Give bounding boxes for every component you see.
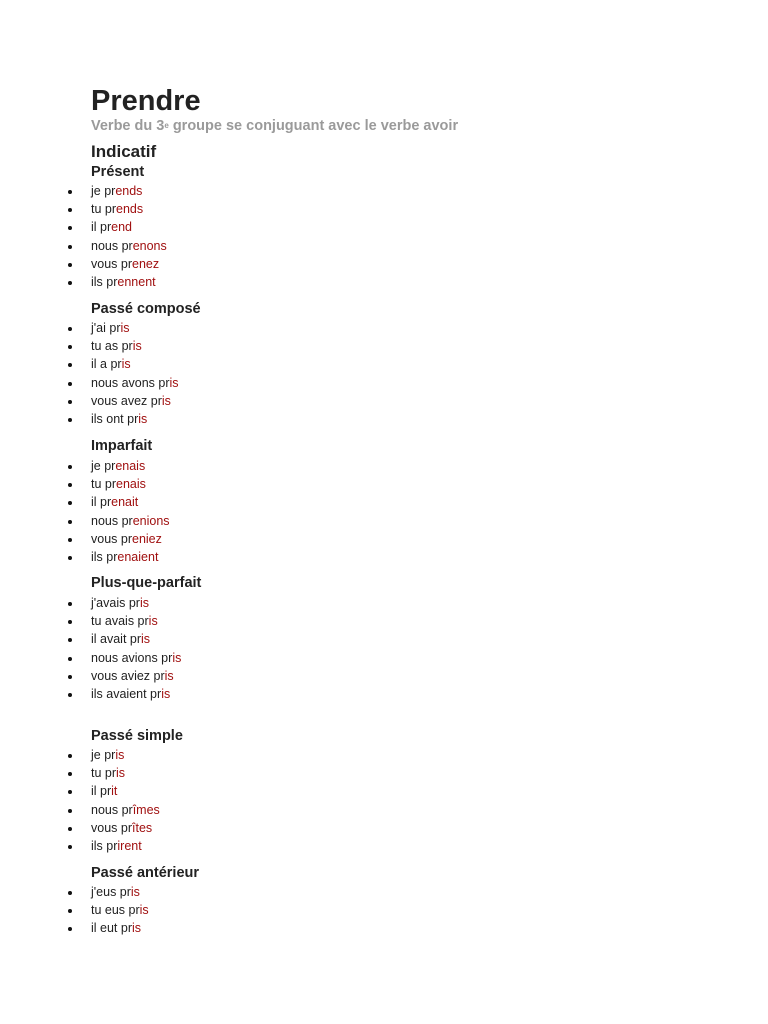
- tense-heading-plus-que-parfait: Plus-que-parfait: [91, 575, 202, 591]
- list-item: [91, 746, 160, 764]
- form-stem: il eut pr: [91, 921, 132, 936]
- list-item: [91, 457, 170, 475]
- form-stem: tu as pr: [91, 339, 133, 354]
- form-ending: is: [141, 632, 151, 647]
- list-item: [91, 200, 167, 218]
- form-stem: nous pr: [91, 238, 133, 253]
- form-stem: ils pr: [91, 838, 118, 853]
- form-stem: tu pr: [91, 766, 117, 781]
- form-ending: îmes: [132, 802, 160, 817]
- form-ending: enait: [111, 495, 139, 510]
- list-item: [91, 883, 149, 901]
- list-item: [91, 392, 179, 410]
- list-item: [91, 685, 181, 703]
- list-item: [91, 801, 160, 819]
- form-stem: ils pr: [91, 274, 118, 289]
- list-item: [91, 493, 170, 511]
- subtitle-text-start: Verbe du 3: [91, 118, 165, 134]
- list-item: [91, 919, 149, 937]
- form-ending: is: [132, 339, 142, 354]
- form-ending: is: [130, 885, 140, 899]
- form-ending: it: [111, 784, 118, 799]
- form-stem: j'ai pr: [91, 321, 121, 335]
- form-stem: vous aviez pr: [91, 668, 165, 683]
- page-subtitle: [91, 117, 458, 135]
- list-item: [91, 182, 167, 200]
- list-item: [91, 319, 179, 337]
- form-stem: vous pr: [91, 820, 132, 835]
- list-item: [91, 764, 160, 782]
- form-stem: ils ont pr: [91, 411, 139, 426]
- form-stem: il pr: [91, 784, 112, 799]
- list-item: [91, 782, 160, 800]
- form-ending: is: [132, 921, 142, 936]
- form-ending: ends: [116, 202, 144, 217]
- form-ending: is: [164, 668, 174, 683]
- list-item: [91, 530, 170, 548]
- form-stem: tu eus pr: [91, 903, 140, 918]
- conjugation-list-present: [91, 182, 167, 291]
- conjugation-list-imparfait: [91, 457, 170, 566]
- form-stem: tu avais pr: [91, 614, 149, 629]
- form-ending: is: [139, 596, 149, 610]
- conjugation-list-passe-simple: [91, 746, 160, 855]
- tense-heading-imparfait: Imparfait: [91, 438, 153, 454]
- conjugation-list-passe-compose: [91, 319, 179, 428]
- form-stem: il a pr: [91, 357, 122, 372]
- form-ending: is: [116, 766, 126, 781]
- form-stem: je pr: [91, 459, 116, 473]
- form-stem: je pr: [91, 748, 116, 762]
- tense-heading-present: Présent: [91, 164, 145, 180]
- form-stem: vous pr: [91, 531, 132, 546]
- form-ending: irent: [117, 838, 142, 853]
- form-ending: is: [115, 748, 125, 762]
- form-stem: nous avions pr: [91, 650, 173, 665]
- form-ending: is: [161, 686, 171, 701]
- list-item: [91, 649, 181, 667]
- list-item: [91, 337, 179, 355]
- form-ending: is: [161, 393, 171, 408]
- form-stem: ils avaient pr: [91, 686, 162, 701]
- form-ending: is: [138, 411, 148, 426]
- subtitle-superscript: e: [164, 121, 169, 130]
- form-stem: il pr: [91, 495, 112, 510]
- form-ending: end: [111, 220, 133, 235]
- list-item: [91, 901, 149, 919]
- form-stem: nous pr: [91, 802, 133, 817]
- form-stem: nous pr: [91, 513, 133, 528]
- form-stem: j'avais pr: [91, 596, 140, 610]
- form-ending: is: [121, 357, 131, 372]
- form-ending: is: [139, 903, 149, 918]
- tense-heading-passe-anterieur: Passé antérieur: [91, 865, 200, 881]
- form-ending: is: [148, 614, 158, 629]
- form-ending: ennent: [117, 274, 156, 289]
- form-stem: je pr: [91, 184, 116, 198]
- form-ending: enez: [132, 256, 160, 271]
- form-stem: il avait pr: [91, 632, 142, 647]
- list-item: [91, 475, 170, 493]
- form-stem: vous avez pr: [91, 393, 162, 408]
- form-stem: il pr: [91, 220, 112, 235]
- form-stem: ils pr: [91, 549, 118, 564]
- form-ending: is: [172, 650, 182, 665]
- tense-heading-passe-compose: Passé composé: [91, 301, 201, 317]
- form-ending: is: [120, 321, 130, 335]
- list-item: [91, 630, 181, 648]
- subtitle-text-end: groupe se conjuguant avec le verbe avoir: [168, 118, 459, 134]
- tense-heading-passe-simple: Passé simple: [91, 728, 183, 744]
- list-item: [91, 837, 160, 855]
- form-ending: enions: [132, 513, 170, 528]
- list-item: [91, 255, 167, 273]
- list-item: [91, 237, 167, 255]
- form-ending: enais: [116, 477, 146, 492]
- form-ending: ends: [115, 184, 143, 198]
- form-ending: enons: [132, 238, 167, 253]
- form-ending: îtes: [132, 820, 153, 835]
- list-item: [91, 410, 179, 428]
- form-ending: enais: [115, 459, 146, 473]
- conjugation-list-plus-que-parfait: [91, 594, 181, 703]
- form-ending: enaient: [117, 549, 159, 564]
- list-item: [91, 218, 167, 236]
- form-stem: nous avons pr: [91, 375, 170, 390]
- list-item: [91, 355, 179, 373]
- conjugation-list-passe-anterieur: [91, 883, 149, 938]
- form-ending: eniez: [132, 531, 162, 546]
- page-title: Prendre: [91, 85, 201, 117]
- form-stem: tu pr: [91, 477, 117, 492]
- list-item: [91, 548, 170, 566]
- list-item: [91, 667, 181, 685]
- list-item: [91, 594, 181, 612]
- form-stem: tu pr: [91, 202, 117, 217]
- form-ending: is: [169, 375, 179, 390]
- form-stem: vous pr: [91, 256, 132, 271]
- list-item: [91, 819, 160, 837]
- form-stem: j'eus pr: [91, 885, 131, 899]
- list-item: [91, 512, 170, 530]
- list-item: [91, 612, 181, 630]
- list-item: [91, 374, 179, 392]
- list-item: [91, 273, 167, 291]
- mood-heading: Indicatif: [91, 142, 157, 161]
